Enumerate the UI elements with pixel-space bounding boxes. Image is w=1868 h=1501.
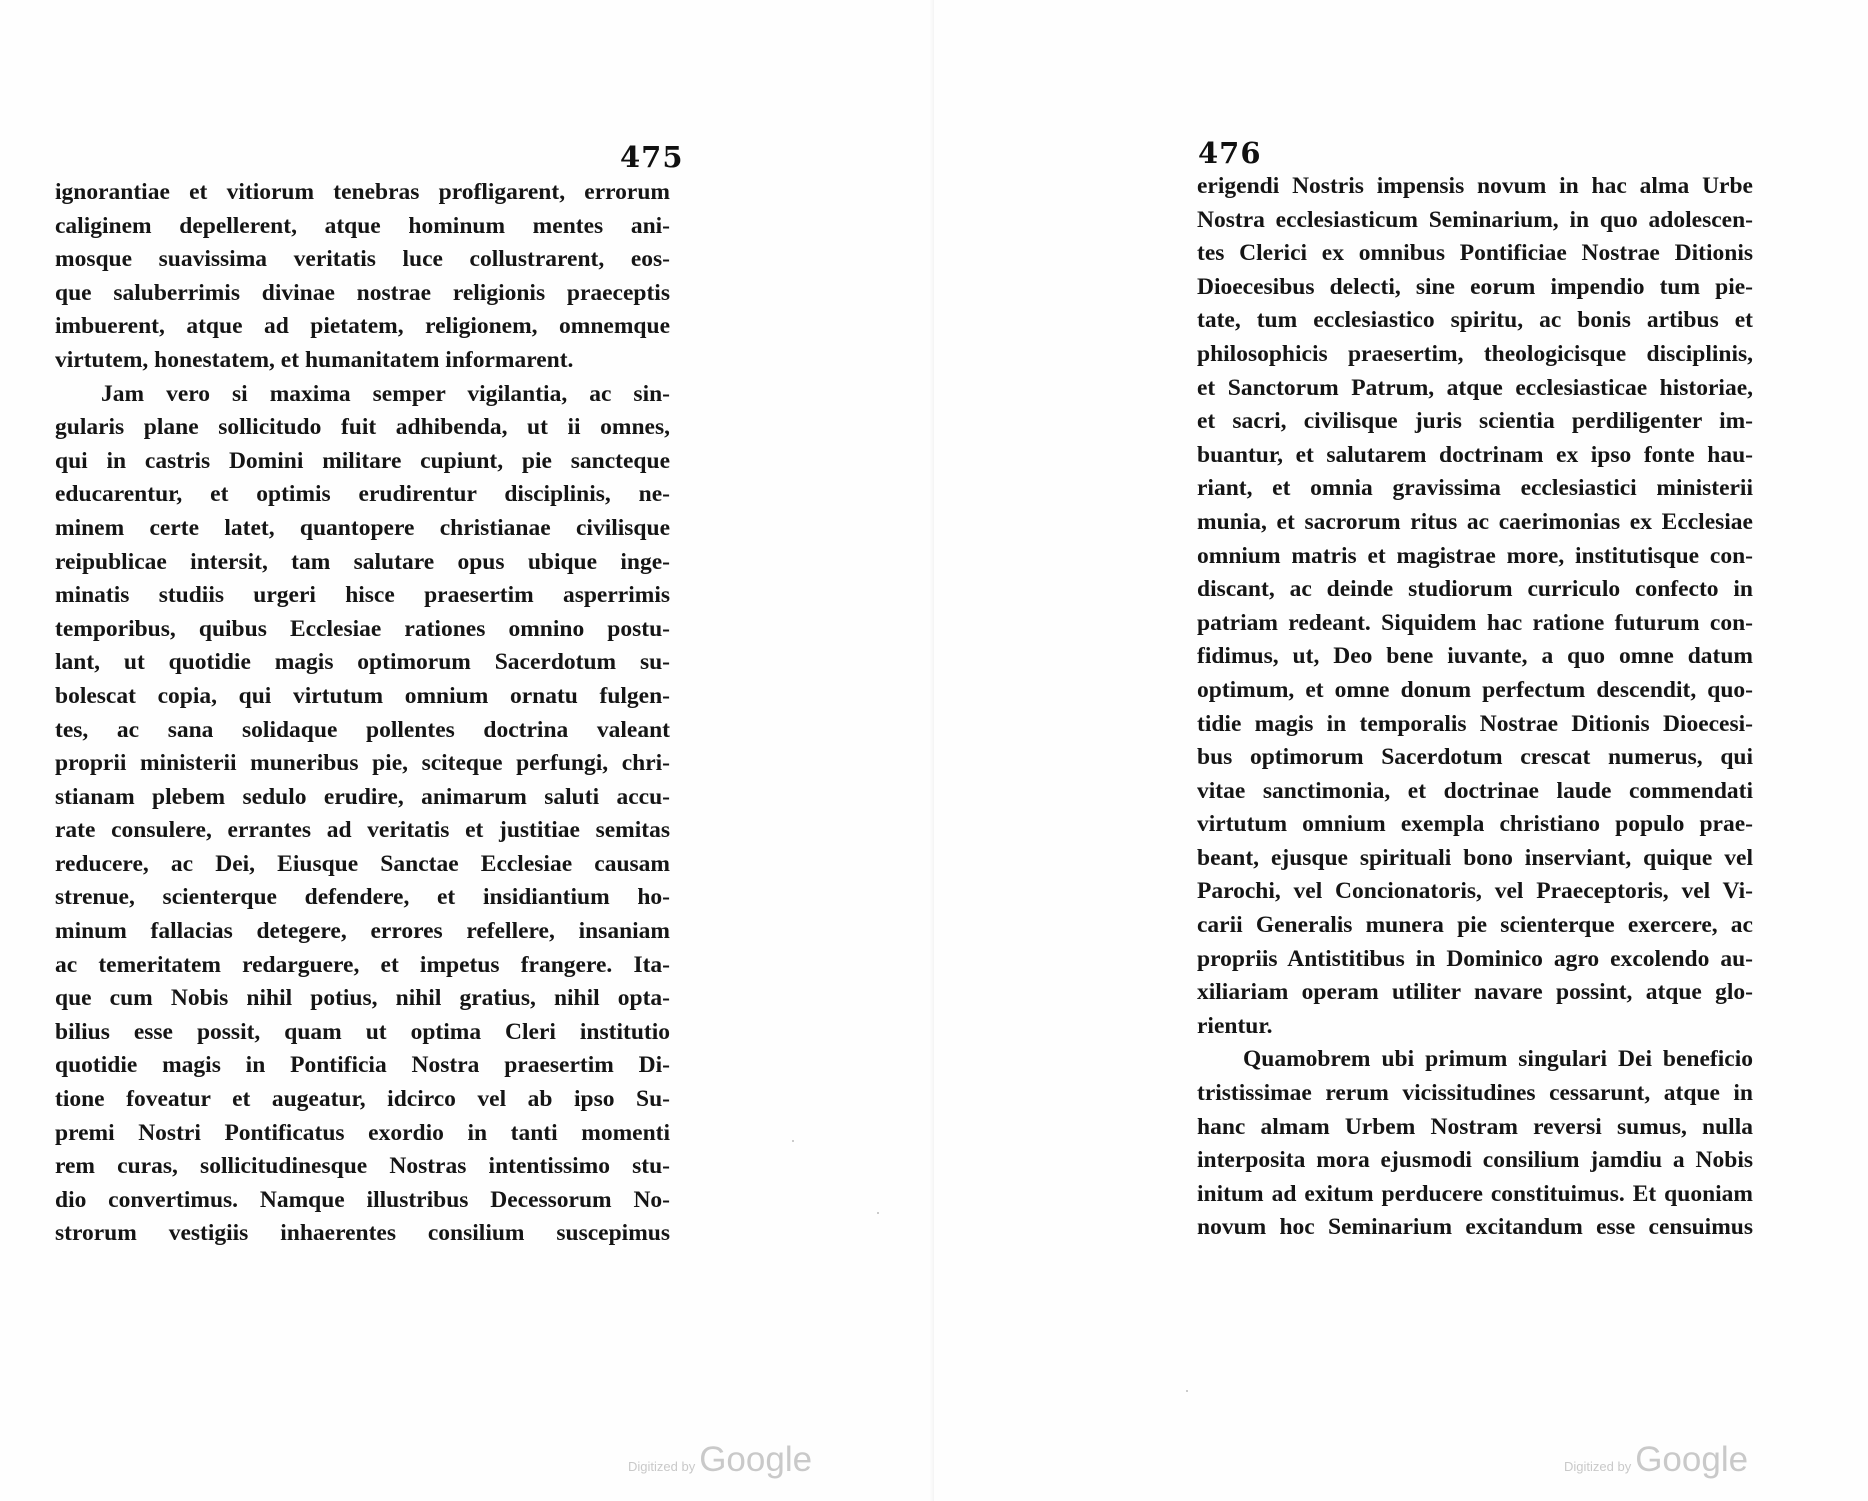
text-line: novum hoc Seminarium excitandum esse censuimus [1197,1214,1753,1241]
text-line: omnium matris et magistrae more, institutisque con- [1197,542,1753,569]
text-line: strorum vestigiis inhaerentes consilium suscepimus [55,1220,670,1247]
text-line: bus optimorum Sacerdotum crescat numerus, qui [1197,744,1753,771]
text-line: buantur, et salutarem doctrinam ex ipso fonte hau- [1197,441,1753,468]
text-line: bolescat copia, qui virtutum omnium ornatu fulgen- [55,682,670,709]
text-line: temporibus, quibus Ecclesiae rationes omnino postu- [55,615,670,642]
text-line: tione foveatur et augeatur, idcirco vel ab ipso Su- [55,1086,670,1113]
text-line: tes Clerici ex omnibus Pontificiae Nostrae Ditionis [1197,240,1753,267]
text-line: stianam plebem sedulo erudire, animarum saluti accu- [55,783,670,810]
text-line: tidie magis in temporalis Nostrae Ditionis Dioecesi- [1197,710,1753,737]
watermark-prefix: Digitized by [1564,1459,1632,1474]
digitized-by-google-watermark [1564,1440,1748,1480]
text-line: dio convertimus. Namque illustribus Decessorum No- [55,1186,670,1213]
text-line: tes, ac sana solidaque pollentes doctrina valeant [55,716,670,743]
text-line: riant, et omnia gravissima ecclesiastici ministerii [1197,475,1753,502]
text-line: strenue, scienterque defendere, et insidiantium ho- [55,884,670,911]
text-line: imbuerent, atque ad pietatem, religionem, omnemque [55,313,670,340]
text-line: rate consulere, errantes ad veritatis et justitiae semitas [55,817,670,844]
text-line: discant, ac deinde studiorum curriculo confecto in [1197,576,1753,603]
text-line: munia, et sacrorum ritus ac caerimonias ex Ecclesiae [1197,508,1753,535]
text-line: xiliariam operam utiliter navare possint, atque glo- [1197,979,1753,1006]
text-line: interposita mora ejusmodi consilium jamdiu a Nobis [1197,1147,1753,1174]
scan-speck [792,1140,794,1142]
page-number: 476 [1198,136,1262,170]
text-line: lant, ut quotidie magis optimorum Sacerdotum su- [55,649,670,676]
text-line: ignorantiae et vitiorum tenebras profligarent, errorum [55,179,670,205]
text-line: bilius esse possit, quam ut optima Cleri institutio [55,1018,670,1045]
google-wordmark: Google [699,1440,813,1479]
text-line: quotidie magis in Pontificia Nostra praesertim Di- [55,1052,670,1079]
text-line: que cum Nobis nihil potius, nihil gratius, nihil opta- [55,985,670,1012]
text-line: educarentur, et optimis erudirentur disciplinis, ne- [55,481,670,508]
text-line: et sacri, civilisque juris scientia perdiligenter im- [1197,408,1753,435]
text-line: ac temeritatem redarguere, et impetus frangere. Ita- [55,951,670,978]
text-line: fidimus, ut, Deo bene iuvante, a quo omne datum [1197,643,1753,670]
text-line: minum fallacias detegere, errores refellere, insaniam [55,918,670,945]
text-line: gularis plane sollicitudo fuit adhibenda, ut ii omnes, [55,414,670,441]
paragraph-start-line: Jam vero si maxima semper vigilantia, ac sin- [101,380,670,407]
text-line: premi Nostri Pontificatus exordio in tanti momenti [55,1119,670,1146]
text-line: minem certe latet, quantopere christianae civilisque [55,514,670,541]
text-line: optimum, et omne donum perfectum descendit, quo- [1197,676,1753,703]
text-line: hanc almam Urbem Nostram reversi sumus, nulla [1197,1113,1753,1140]
text-line: minatis studiis urgeri hisce praesertim asperrimis [55,582,670,609]
watermark-prefix: Digitized by [628,1459,696,1474]
text-line: Parochi, vel Concionatoris, vel Praeceptoris, vel Vi- [1197,878,1753,905]
text-line: caliginem depellerent, atque hominum mentes ani- [55,212,670,239]
left-page-text [55,176,670,1251]
text-line: virtutem, honestatem, et humanitatem informarent. [55,346,574,373]
text-line: patriam redeant. Siquidem hac ratione futurum con- [1197,609,1753,636]
text-line: reipublicae intersit, tam salutare opus ubique inge- [55,548,670,575]
right-page-text [1197,170,1753,1245]
right-page [934,0,1868,1501]
text-line: proprii ministerii muneribus pie, sciteque perfungi, chri- [55,750,670,777]
text-line: carii Generalis munera pie scienterque exercere, ac [1197,912,1753,939]
text-line: rem curas, sollicitudinesque Nostras intentissimo stu- [55,1153,670,1180]
text-line: reducere, ac Dei, Eiusque Sanctae Ecclesiae causam [55,850,670,877]
digitized-by-google-watermark [628,1440,812,1480]
text-line: rientur. [1197,1012,1273,1039]
scan-speck [877,1212,879,1214]
text-line: vitae sanctimonia, et doctrinae laude commendati [1197,777,1753,804]
scan-speck [1186,1390,1188,1392]
text-line: tate, tum ecclesiastico spiritu, ac bonis artibus et [1197,307,1753,334]
text-line: propriis Antistitibus in Dominico agro excolendo au- [1197,945,1753,972]
text-line: qui in castris Domini militare cupiunt, pie sancteque [55,447,670,474]
text-line: virtutum omnium exempla christiano populo prae- [1197,811,1753,838]
text-line: beant, ejusque spirituali bono inserviant, quique vel [1197,844,1753,871]
text-line: mosque suavissima veritatis luce collustrarent, eos- [55,246,670,273]
google-wordmark: Google [1635,1440,1749,1479]
text-line: initum ad exitum perducere constituimus. Et quoniam [1197,1180,1753,1207]
page-number: 475 [620,140,684,174]
text-line: et Sanctorum Patrum, atque ecclesiasticae historiae, [1197,374,1753,401]
paragraph-start-line: Quamobrem ubi primum singulari Dei beneficio [1243,1046,1753,1073]
text-line: philosophicis praesertim, theologicisque disciplinis, [1197,340,1753,367]
text-line: Dioecesibus delecti, sine eorum impendio tum pie- [1197,273,1753,300]
text-line: tristissimae rerum vicissitudines cessarunt, atque in [1197,1080,1753,1107]
text-line: Nostra ecclesiasticum Seminarium, in quo adolescen- [1197,206,1753,233]
text-line: erigendi Nostris impensis novum in hac alma Urbe [1197,173,1753,199]
text-line: que saluberrimis divinae nostrae religionis praeceptis [55,279,670,306]
